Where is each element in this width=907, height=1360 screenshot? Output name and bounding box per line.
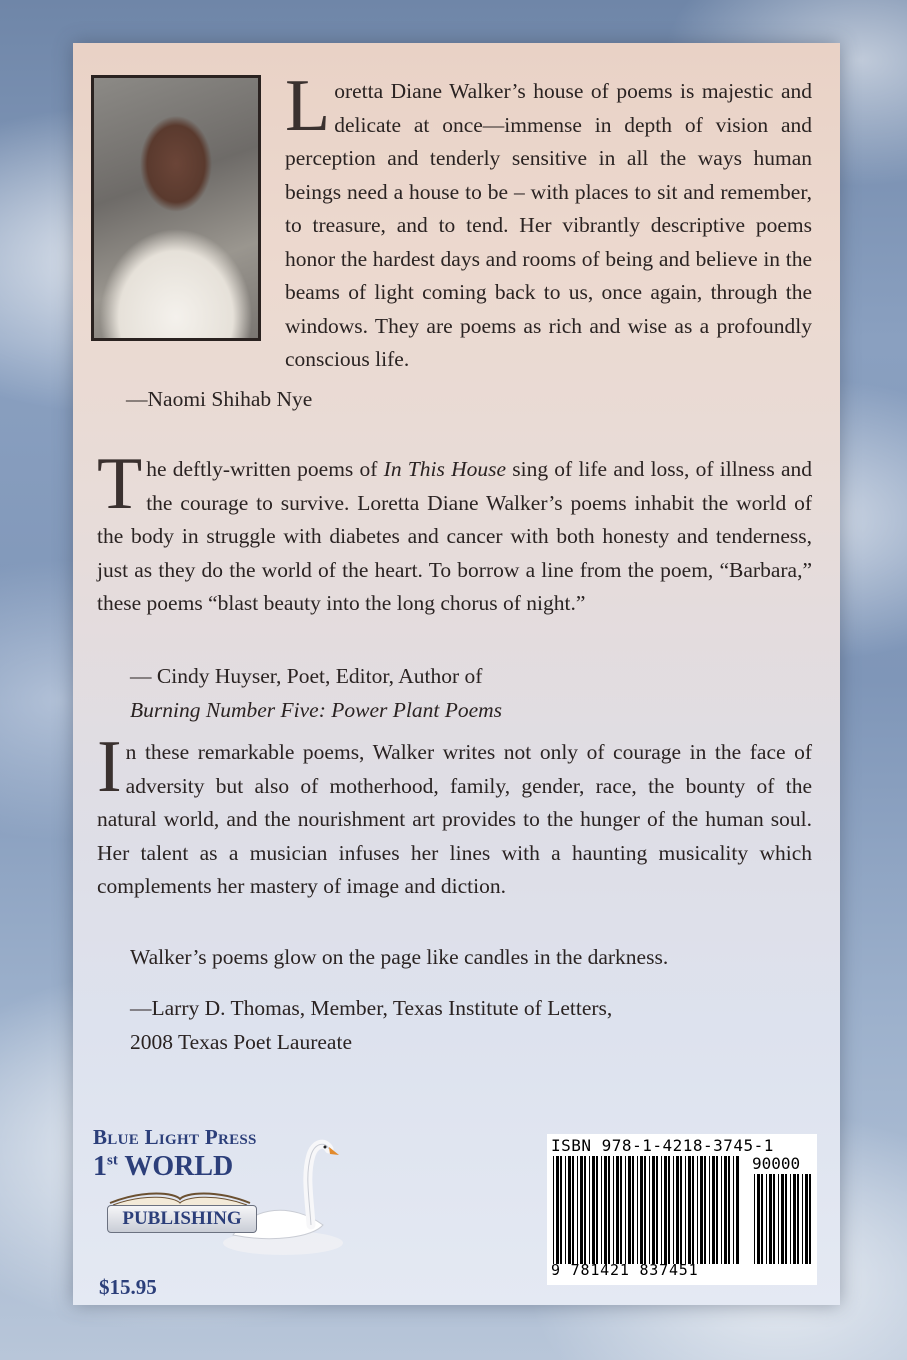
barcode-bar (652, 1156, 655, 1264)
publisher-logo (93, 1125, 333, 1285)
barcode-bar (716, 1156, 718, 1264)
barcode-bar (692, 1156, 694, 1264)
publisher-line2-rest: WORLD (117, 1151, 234, 1182)
barcode-bar (608, 1156, 610, 1264)
barcode-bar (785, 1174, 787, 1264)
attribution-thomas: —Larry D. Thomas, Member, Texas Institute of Letters, (130, 996, 613, 1020)
barcode-bar (620, 1156, 622, 1264)
barcode-bar (724, 1156, 727, 1264)
dropcap-l: L (285, 65, 331, 147)
barcode-bar (565, 1156, 566, 1264)
barcode-bar (781, 1174, 784, 1264)
barcode-bar (797, 1174, 799, 1264)
publisher-name-line2 (93, 1151, 233, 1183)
barcode-bar (790, 1174, 791, 1264)
publisher-name-line3: PUBLISHING (107, 1205, 257, 1233)
barcode-bar (628, 1156, 631, 1264)
attribution-thomas-line2: 2008 Texas Poet Laureate (130, 1030, 352, 1054)
barcode-bar (712, 1156, 715, 1264)
barcode-bar (560, 1156, 562, 1264)
barcode-bar (680, 1156, 682, 1264)
barcode-bar (668, 1156, 670, 1264)
barcode-bar (769, 1174, 772, 1264)
barcode-bar (709, 1156, 710, 1264)
barcode-bar (661, 1156, 662, 1264)
isbn-barcode (547, 1134, 817, 1285)
open-book-icon (105, 1185, 255, 1207)
barcode-bar (644, 1156, 646, 1264)
blurb-thomas-text: n these remarkable poems, Walker writes not only of courage in the face of adversity but also of motherhood, family, gender, race, the bounty of the natural world, and the nourishment art provides to the hunger of the human soul. Her talent as a musician infuses her lines with a haunting musicality which complements her mastery of image and diction. (97, 740, 812, 898)
barcode-bar (688, 1156, 691, 1264)
publisher-line2-sup: st (107, 1152, 118, 1169)
publisher-line2-num: 1 (93, 1151, 107, 1182)
barcode-bar (616, 1156, 619, 1264)
barcode-bars (551, 1156, 741, 1264)
barcode-bar (761, 1174, 763, 1264)
barcode-bar (757, 1174, 760, 1264)
barcode-bar (637, 1156, 638, 1264)
barcode-bar (809, 1174, 811, 1264)
attribution-huyser: — Cindy Huyser, Poet, Editor, Author of (130, 664, 483, 688)
back-cover-panel (73, 43, 840, 1305)
author-photo (91, 75, 261, 341)
barcode-bar (766, 1174, 767, 1264)
blurb-nye-text: oretta Diane Walker’s house of poems is majestic and delicate at once—immense in depth of vision and perception and tenderly sensitive in all the ways human beings need a house to be – with places to sit and remember, to treasure, and to tend. Her vibrantly descriptive poems honor the hardest days and rooms of being and believe in the beams of light coming back to us, once again, through the windows. They are poems as rich and wise as a profoundly conscious life. (285, 79, 812, 371)
barcode-bar (793, 1174, 796, 1264)
barcode-bar (577, 1156, 578, 1264)
barcode-bar (778, 1174, 779, 1264)
barcode-bar (604, 1156, 607, 1264)
barcode-addon-bars (752, 1174, 812, 1264)
barcode-bar (589, 1156, 590, 1264)
price-code: 90000 (752, 1154, 801, 1173)
attribution-huyser-book: Burning Number Five: Power Plant Poems (130, 698, 503, 722)
barcode-bar (632, 1156, 634, 1264)
price: $15.95 (99, 1275, 157, 1299)
barcode-bar (568, 1156, 571, 1264)
barcode-bar (572, 1156, 574, 1264)
barcode-bar (736, 1156, 739, 1264)
blurb-huyser-text-b: sing of life and loss, of illness and the courage to survive. Loretta Diane Walker’s poems inhabit the world of the body in struggle with diabetes and cancer with both honesty and tenderness, just as they do the world of the heart. To borrow a line from the poem, “Barbara,” these poems “blast beauty into the long chorus of night.” (97, 457, 812, 615)
ean-digits: 9 781421 837451 (551, 1261, 699, 1279)
barcode-bar (728, 1156, 730, 1264)
barcode-bar (649, 1156, 650, 1264)
barcode-bar (802, 1174, 803, 1264)
barcode-bar (640, 1156, 643, 1264)
closing-line: Walker’s poems glow on the page like candles in the darkness. (130, 945, 669, 969)
barcode-bar (685, 1156, 686, 1264)
barcode-bar (773, 1174, 775, 1264)
barcode-bar (553, 1156, 554, 1264)
barcode-bar (592, 1156, 595, 1264)
barcode-bar (733, 1156, 734, 1264)
blurb-huyser (97, 443, 812, 621)
barcode-bar (697, 1156, 698, 1264)
barcode-bar (704, 1156, 706, 1264)
barcode-bar (754, 1174, 755, 1264)
barcode-bar (601, 1156, 602, 1264)
barcode-bar (556, 1156, 559, 1264)
barcode-bar (676, 1156, 679, 1264)
barcode-bar (673, 1156, 674, 1264)
book-title: In This House (383, 457, 507, 481)
barcode-bar (700, 1156, 703, 1264)
barcode-bar (656, 1156, 658, 1264)
isbn-text: ISBN 978-1-4218-3745-1 (551, 1136, 774, 1155)
barcode-bar (613, 1156, 614, 1264)
publisher-name-line1: Blue Light Press (93, 1125, 257, 1149)
blurb-thomas (97, 726, 812, 904)
barcode-bar (721, 1156, 722, 1264)
barcode-bar (805, 1174, 808, 1264)
barcode-bar (625, 1156, 626, 1264)
blurb-nye (285, 65, 812, 377)
barcode-bar (596, 1156, 598, 1264)
dropcap-i: I (97, 726, 122, 808)
blurb-huyser-text-a: he deftly-written poems of (146, 457, 384, 481)
dropcap-t: T (97, 443, 143, 525)
attribution-nye: —Naomi Shihab Nye (126, 387, 313, 411)
barcode-bar (664, 1156, 667, 1264)
barcode-bar (584, 1156, 586, 1264)
barcode-bar (580, 1156, 583, 1264)
